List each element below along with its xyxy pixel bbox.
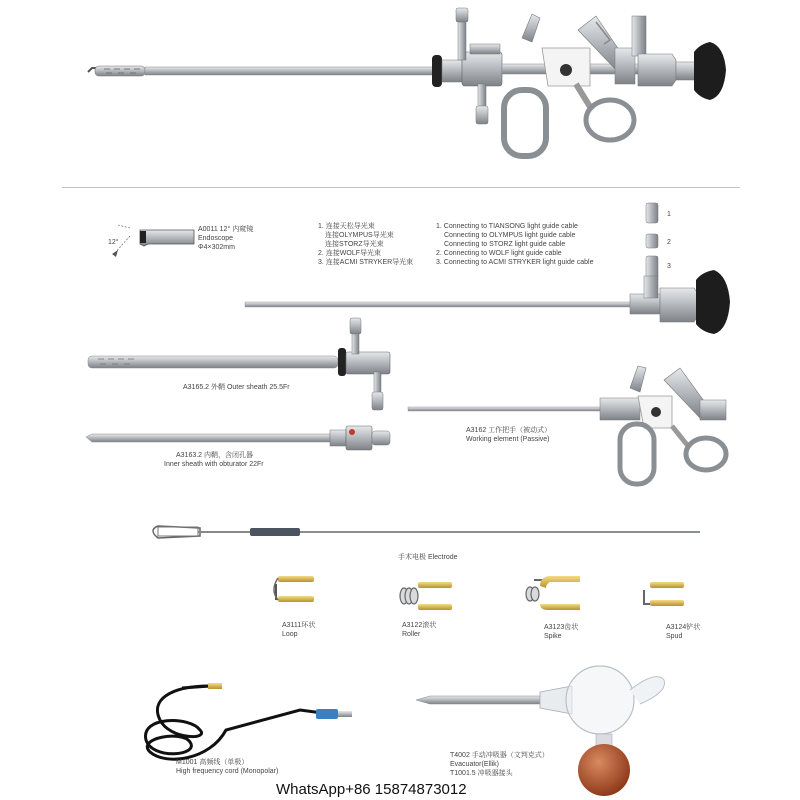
electrode-loop-name: Loop xyxy=(282,631,298,638)
connector-cn-3: 连接STORZ导光束 xyxy=(325,241,384,248)
working-element-en: Working element (Passive) xyxy=(466,436,550,443)
outer-sheath xyxy=(88,318,390,410)
connectors-cn xyxy=(318,222,413,267)
cord-en: High frequency cord (Monopolar) xyxy=(176,768,279,775)
cord-cn: M1001 高频线（单极） xyxy=(176,759,249,766)
adapter-number-3: 3 xyxy=(667,263,671,270)
endoscope-name: Endoscope xyxy=(198,235,234,242)
electrode-roller xyxy=(400,582,452,610)
electrode-roller-label xyxy=(402,621,436,639)
evacuator-adapter: T1001.5 冲吸器接头 xyxy=(450,770,513,777)
connector-cn-4: 2. 连接WOLF导光束 xyxy=(318,250,382,257)
electrode-loop xyxy=(274,576,314,602)
whatsapp-contact: WhatsApp+86 15874873012 xyxy=(276,781,467,798)
connector-en-1: 1. Connecting to TIANSONG light guide cable xyxy=(436,223,578,230)
cord-label xyxy=(176,758,278,776)
high-frequency-cord xyxy=(146,683,352,759)
electrode-roller-name: Roller xyxy=(402,631,421,638)
electrode-spud-label xyxy=(666,623,700,641)
electrode-spud-code: A3124铲状 xyxy=(666,624,701,631)
electrode-spike xyxy=(526,576,580,610)
working-element-cn: A3162 工作把手（被动式） xyxy=(466,427,552,434)
working-element-label xyxy=(466,426,551,444)
electrode xyxy=(153,526,700,538)
connector-cn-5: 3. 连接ACMI STRYKER导光束 xyxy=(318,259,414,266)
light-guide-adapters xyxy=(646,203,658,278)
connector-en-4: 2. Connecting to WOLF light guide cable xyxy=(436,250,562,257)
electrode-roller-code: A3122滚状 xyxy=(402,622,437,629)
connector-en-2: Connecting to OLYMPUS light guide cable xyxy=(444,232,576,239)
endoscope-tip-detail xyxy=(112,225,194,257)
endoscope-size: Φ4×302mm xyxy=(198,244,235,251)
electrode-loop-code: A3111环状 xyxy=(282,622,316,629)
evacuator-en: Evacuator(Ellik) xyxy=(450,761,500,768)
endoscope-code: A0011 12° 内窥镜 xyxy=(198,226,254,233)
connector-en-5: 3. Connecting to ACMI STRYKER light guide cable xyxy=(436,259,594,266)
electrode-spike-label xyxy=(544,623,578,641)
connector-cn-2: 连接OLYMPUS导光束 xyxy=(325,232,394,239)
endoscope-label xyxy=(198,225,253,252)
connector-en-3: Connecting to STORZ light guide cable xyxy=(444,241,566,248)
adapter-number-2: 2 xyxy=(667,239,671,246)
electrode-loop-label xyxy=(282,621,315,639)
inner-sheath xyxy=(86,426,390,450)
assembled-resectoscope xyxy=(88,8,726,156)
working-element xyxy=(408,366,726,484)
electrode-spud-name: Spud xyxy=(666,633,683,640)
endoscope xyxy=(245,270,730,334)
evacuator-label xyxy=(450,751,549,778)
electrode-spike-name: Spike xyxy=(544,633,562,640)
connectors-en xyxy=(436,222,593,267)
inner-sheath-cn: A3163.2 内鞘，含闭孔器 xyxy=(176,452,254,459)
inner-sheath-label xyxy=(164,451,264,469)
inner-sheath-en: Inner sheath with obturator 22Fr xyxy=(164,461,264,468)
evacuator-cn: T4002 手动冲吸器（文判克式） xyxy=(450,752,549,759)
section-divider xyxy=(62,187,740,188)
connector-cn-1: 1. 连接天松导光束 xyxy=(318,223,375,230)
outer-sheath-label: A3165.2 外鞘 Outer sheath 25.5Fr xyxy=(183,384,290,391)
endoscope-angle: 12° xyxy=(108,239,119,246)
electrode-title: 手术电极 Electrode xyxy=(398,554,458,561)
electrode-spike-code: A3123齿状 xyxy=(544,624,579,631)
adapter-number-1: 1 xyxy=(667,211,671,218)
electrode-spud xyxy=(644,582,684,606)
